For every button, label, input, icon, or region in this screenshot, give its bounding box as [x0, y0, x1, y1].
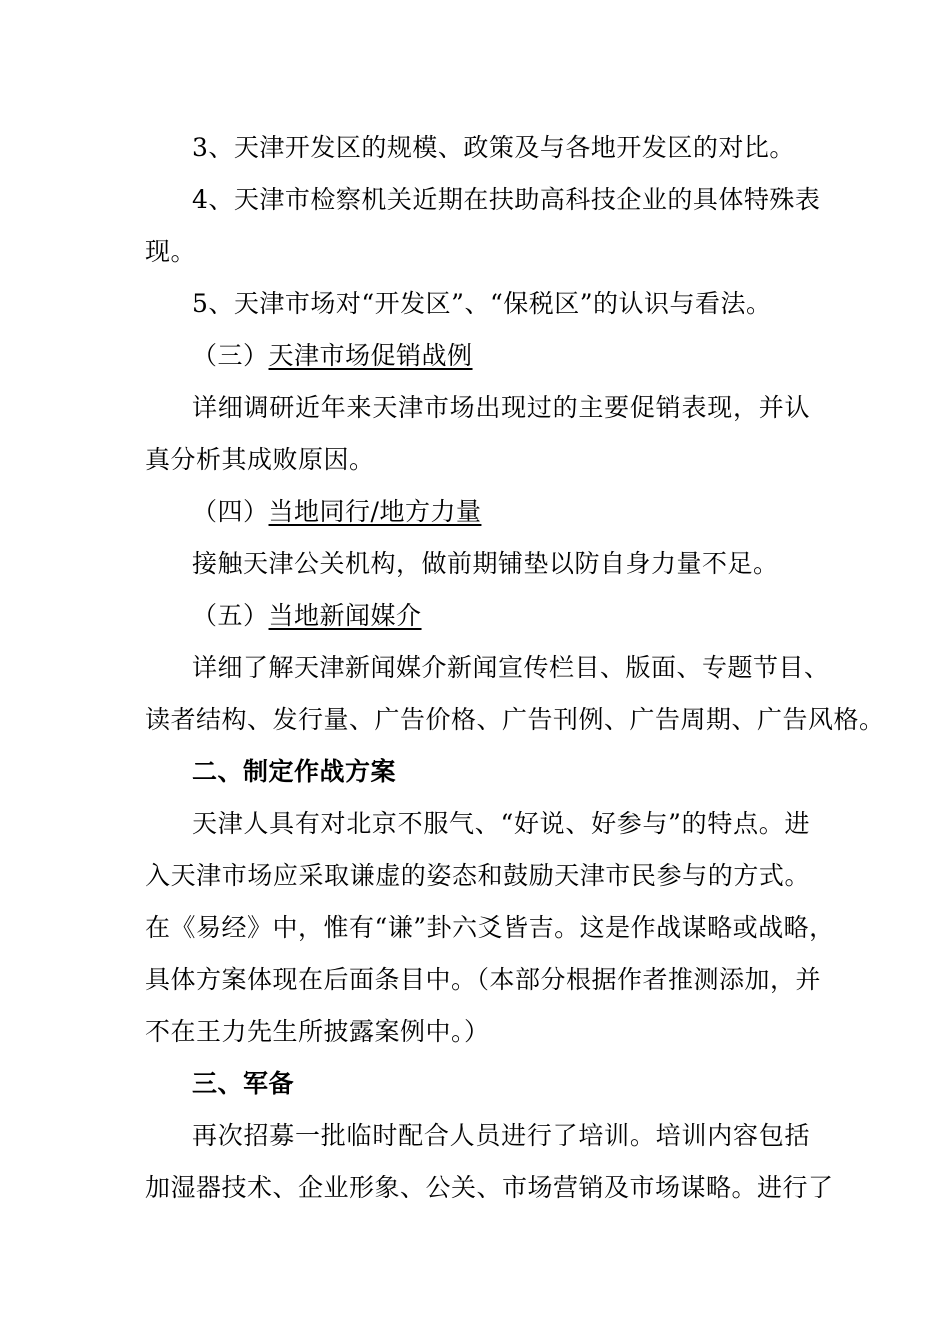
paragraph-line: 在《易经》中，惟有“谦”卦六爻皆吉。这是作战谋略或战略， [145, 913, 835, 942]
paragraph-line: 真分析其成败原因。 [145, 445, 375, 474]
list-item-3: 3、天津开发区的规模、政策及与各地开发区的对比。 [192, 133, 795, 162]
paragraph-line: 具体方案体现在后面条目中。（本部分根据作者推测添加，并 [145, 965, 822, 994]
list-item-5: 5、天津市场对“开发区”、“保税区”的认识与看法。 [192, 289, 772, 318]
document-page [145, 122, 885, 1214]
chapter-heading-3: 三、军备 [192, 1069, 295, 1098]
list-item-4-line-1: 4、天津市检察机关近期在扶助高科技企业的具体特殊表 [192, 185, 821, 214]
paragraph-line: 接触天津公关机构，做前期铺垫以防自身力量不足。 [192, 549, 779, 578]
chapter-heading-2: 二、制定作战方案 [192, 757, 397, 786]
list-item-4-line-2: 现。 [145, 237, 197, 266]
section-heading-5-title: 当地新闻媒介 [268, 601, 422, 630]
paragraph-line: 加湿器技术、企业形象、公关、市场营销及市场谋略。进行了 [145, 1173, 834, 1202]
section-heading-5 [145, 590, 810, 642]
section-heading-5-prefix: （五） [192, 601, 269, 630]
section-heading-3-prefix: （三） [192, 341, 269, 370]
section-heading-4-title: 当地同行/地方力量 [268, 497, 482, 526]
paragraph-line: 详细了解天津新闻媒介新闻宣传栏目、版面、专题节目、 [192, 653, 830, 682]
paragraph-line: 入天津市场应采取谦虚的姿态和鼓励天津市民参与的方式。 [145, 861, 810, 890]
paragraph-line: 详细调研近年来天津市场出现过的主要促销表现，并认 [192, 393, 810, 422]
section-heading-4-prefix: （四） [192, 497, 269, 526]
paragraph-line: 不在王力先生所披露案例中。） [145, 1017, 490, 1046]
paragraph-line: 再次招募一批临时配合人员进行了培训。培训内容包括 [192, 1121, 810, 1150]
section-heading-3 [145, 330, 810, 382]
paragraph-line: 读者结构、发行量、广告价格、广告刊例、广告周期、广告风格。 [145, 705, 885, 734]
section-heading-3-title: 天津市场促销战例 [268, 341, 473, 370]
paragraph-line: 天津人具有对北京不服气、“好说、好参与”的特点。进 [192, 809, 810, 838]
section-heading-4 [145, 486, 810, 538]
